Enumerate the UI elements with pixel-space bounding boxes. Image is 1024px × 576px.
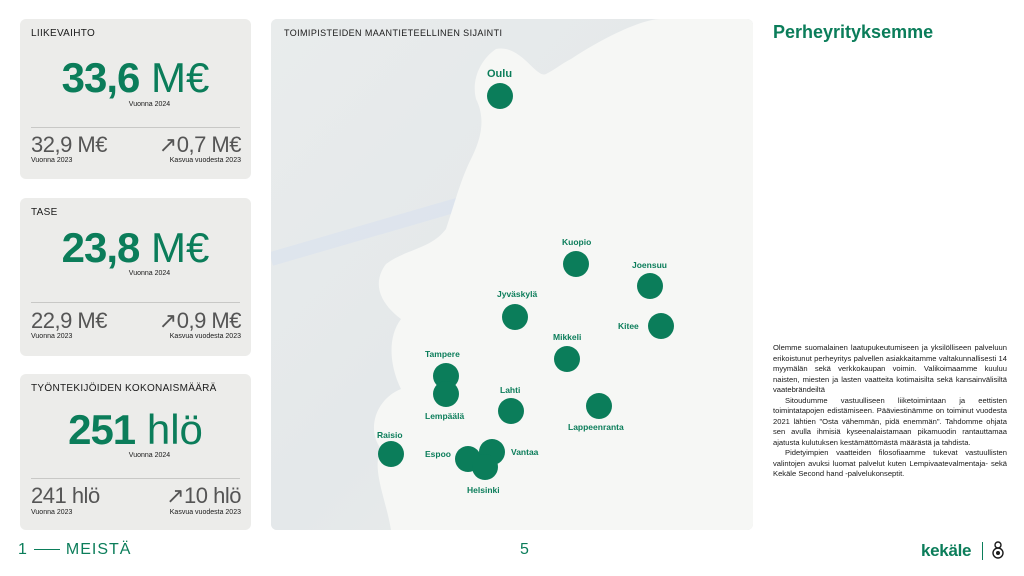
main-value-sub: Vuonna 2024 [128,452,171,459]
brand-logo: kekäle [921,541,972,560]
body-text [773,343,1007,480]
map-panel [271,19,753,530]
seal-icon [991,541,1005,559]
city-label-lappeenranta: Lappeenranta [568,422,624,432]
growth-value: ↗0,7 M€ [158,132,241,157]
prev-sub: Vuonna 2023 [31,157,73,164]
growth-value: ↗10 hlö [166,483,241,508]
prev-value: 22,9 M€ [31,308,107,333]
prev-sub: Vuonna 2023 [31,509,73,516]
city-dot-lappeenranta [586,393,612,419]
city-label-lempaala: Lempäälä [425,411,465,421]
section-title: Perheyrityksemme [773,22,934,42]
city-label-tampere: Tampere [425,349,460,359]
paragraph: Pidetyimpien vaatteiden filosofiaamme tukevat vastuullisten valintojen avuksi luomat palvelut kuten Lempivaatevalmentaja- sekä Kekäle Second hand -palvelukonseptit. [773,448,1007,478]
main-value-unit: M€ [151,224,210,271]
section-indicator [18,541,131,559]
city-dot-raisio [378,441,404,467]
city-label-jyvaskyla: Jyväskylä [497,289,538,299]
main-value-unit: M€ [151,54,210,101]
section-number: 1 [18,541,28,558]
city-label-espoo: Espoo [425,449,451,459]
city-dot-lempaala [433,381,459,407]
city-label-oulu: Oulu [487,68,513,80]
main-value [20,406,251,453]
city-dot-kitee [648,313,674,339]
card-balance [20,198,251,356]
city-label-lahti: Lahti [500,385,521,395]
card-label: TYÖNTEKIJÖIDEN KOKONAISMÄÄRÄ [31,383,217,394]
section-name: MEISTÄ [65,541,132,558]
city-label-joensuu: Joensuu [632,260,667,270]
main-value-sub: Vuonna 2024 [128,101,171,108]
main-value-number: 23,8 [61,224,140,271]
city-label-helsinki: Helsinki [467,485,500,495]
city-dot-oulu [487,83,513,109]
divider [31,127,240,128]
city-dot-helsinki [472,454,498,480]
main-value-unit: hlö [146,406,203,453]
paragraph: Olemme suomalainen laatupukeutumiseen ja yksilölliseen palveluun erikoistunut perheyritys palvellen asiakkaitamme valtakunnallisesti 14 myymälän sekä verkkokaupan voimin. Valikoimaamme kuuluu naisten, miesten ja lasten vaatteita kotimaisilta sekä kansainvälisiltä vaatebrändeiltä [773,343,1007,394]
growth-value: ↗0,9 M€ [158,308,241,333]
prev-value: 32,9 M€ [31,132,107,157]
city-label-raisio: Raisio [377,430,403,440]
section-line [34,549,60,550]
paragraph: Sitoudumme vastuulliseen liiketoimintaan ja eettisten toimintatapojen edistämiseen. Pääviestinämme on toiminut vuodesta 2021 lähtien "Osta vähemmän, pidä enemmän". Tahdomme ohjata sen avulla ihmisiä kyseenalaistamaan pikamuodin rantauttamaa ajatusta kulutuksen kestämättömästä määrästä ja tahdista. [773,395,1007,447]
city-dot-mikkeli [554,346,580,372]
growth-sub: Kasvua vuodesta 2023 [169,157,241,164]
main-value [20,224,251,271]
main-value [20,54,251,101]
city-label-kuopio: Kuopio [562,237,592,247]
prev-sub: Vuonna 2023 [31,333,73,340]
prev-value: 241 hlö [31,483,100,508]
city-label-mikkeli: Mikkeli [553,332,582,342]
city-label-kitee: Kitee [618,321,639,331]
brand-separator [982,542,983,560]
main-value-number: 251 [68,406,136,453]
divider [31,478,240,479]
card-label: LIIKEVAIHTO [31,28,96,39]
city-label-vantaa: Vantaa [511,447,539,457]
city-dot-joensuu [637,273,663,299]
card-revenue [20,19,251,179]
growth-sub: Kasvua vuodesta 2023 [169,333,241,340]
main-value-number: 33,6 [61,54,140,101]
main-value-sub: Vuonna 2024 [128,270,171,277]
growth-sub: Kasvua vuodesta 2023 [169,509,241,516]
city-dot-lahti [498,398,524,424]
city-dot-jyvaskyla [502,304,528,330]
card-label: TASE [31,207,58,218]
city-dot-kuopio [563,251,589,277]
map-title: TOIMIPISTEIDEN MAANTIETEELLINEN SIJAINTI [284,28,503,38]
divider [31,302,240,303]
card-employees [20,374,251,530]
page-number: 5 [520,541,529,558]
